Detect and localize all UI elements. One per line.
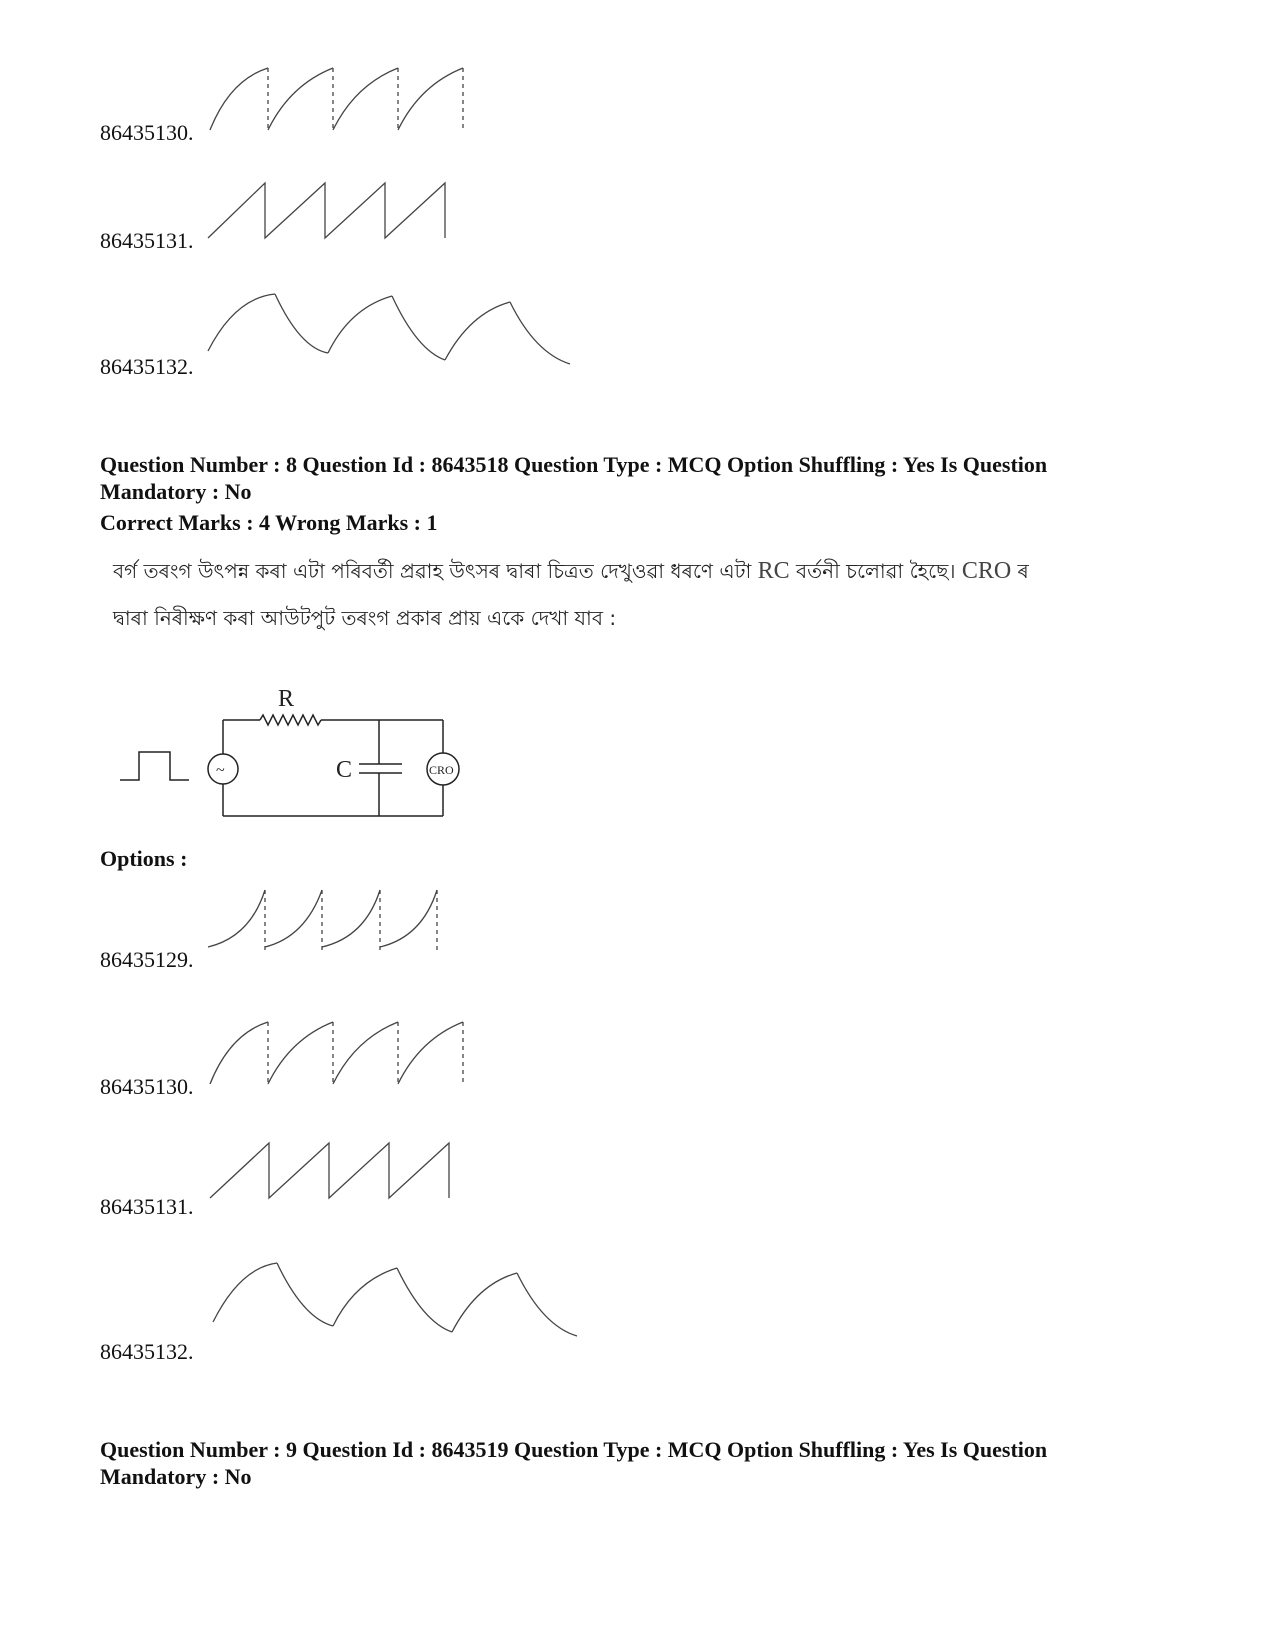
waveform-sawtooth — [205, 1138, 465, 1208]
resistor-symbol — [260, 715, 321, 725]
waveform-charge-discharge-top — [205, 288, 585, 373]
question-8-header-line1: Question Number : 8 Question Id : 8643518 Question Type : MCQ Option Shuffling : Yes Is Question — [100, 452, 1048, 477]
question-8-marks: Correct Marks : 4 Wrong Marks : 1 — [100, 510, 438, 535]
question-9-header-line2: Mandatory : No — [100, 1464, 252, 1489]
question-8-header — [100, 451, 1180, 505]
option-id-2: 86435130. — [100, 1074, 194, 1099]
option-id-top-3: 86435132. — [100, 354, 194, 379]
resistor-label: R — [278, 686, 295, 712]
waveform-charging-exponential — [205, 882, 465, 962]
option-id-1: 86435129. — [100, 947, 194, 972]
q8-text-part2: বৰ্তনী চলোৱা হৈছে। — [789, 559, 962, 583]
option-id-3: 86435131. — [100, 1194, 194, 1219]
cro-label: CRO — [429, 763, 454, 777]
q8-text-part3: ৰ — [1011, 559, 1029, 583]
question-8-text-line2: দ্বাৰা নিৰীক্ষণ কৰা আউটপুট তৰংগ প্ৰকাৰ প্ৰায় একে দেখা যাব : — [113, 606, 617, 630]
q8-text-part1: বৰ্গ তৰংগ উৎপন্ন কৰা এটা পৰিবৰ্তী প্ৰৱাহ উৎসৰ দ্বাৰা চিত্ৰত দেখুওৱা ধৰণে এটা — [113, 559, 758, 583]
question-9-header-line1: Question Number : 9 Question Id : 8643519 Question Type : MCQ Option Shuffling : Yes Is Question — [100, 1437, 1048, 1462]
question-8-header-line2: Mandatory : No — [100, 479, 252, 504]
waveform-rising-concave-top — [205, 60, 485, 140]
rc-circuit-diagram — [115, 680, 475, 825]
q8-text-cro: CRO — [961, 558, 1012, 584]
q8-text-rc: RC — [757, 558, 790, 584]
square-pulse-symbol — [120, 752, 189, 780]
waveform-charge-discharge — [205, 1256, 595, 1346]
option-id-4: 86435132. — [100, 1339, 194, 1364]
option-id-top-1: 86435130. — [100, 120, 194, 145]
waveform-rising-concave — [205, 1014, 485, 1094]
waveform-sawtooth-top — [205, 178, 465, 248]
question-9-header — [100, 1436, 1180, 1490]
options-label: Options : — [100, 846, 188, 871]
source-symbol: ~ — [216, 762, 225, 779]
option-id-top-2: 86435131. — [100, 228, 194, 253]
question-8-text-line1 — [113, 557, 1213, 590]
capacitor-label: C — [336, 757, 353, 783]
